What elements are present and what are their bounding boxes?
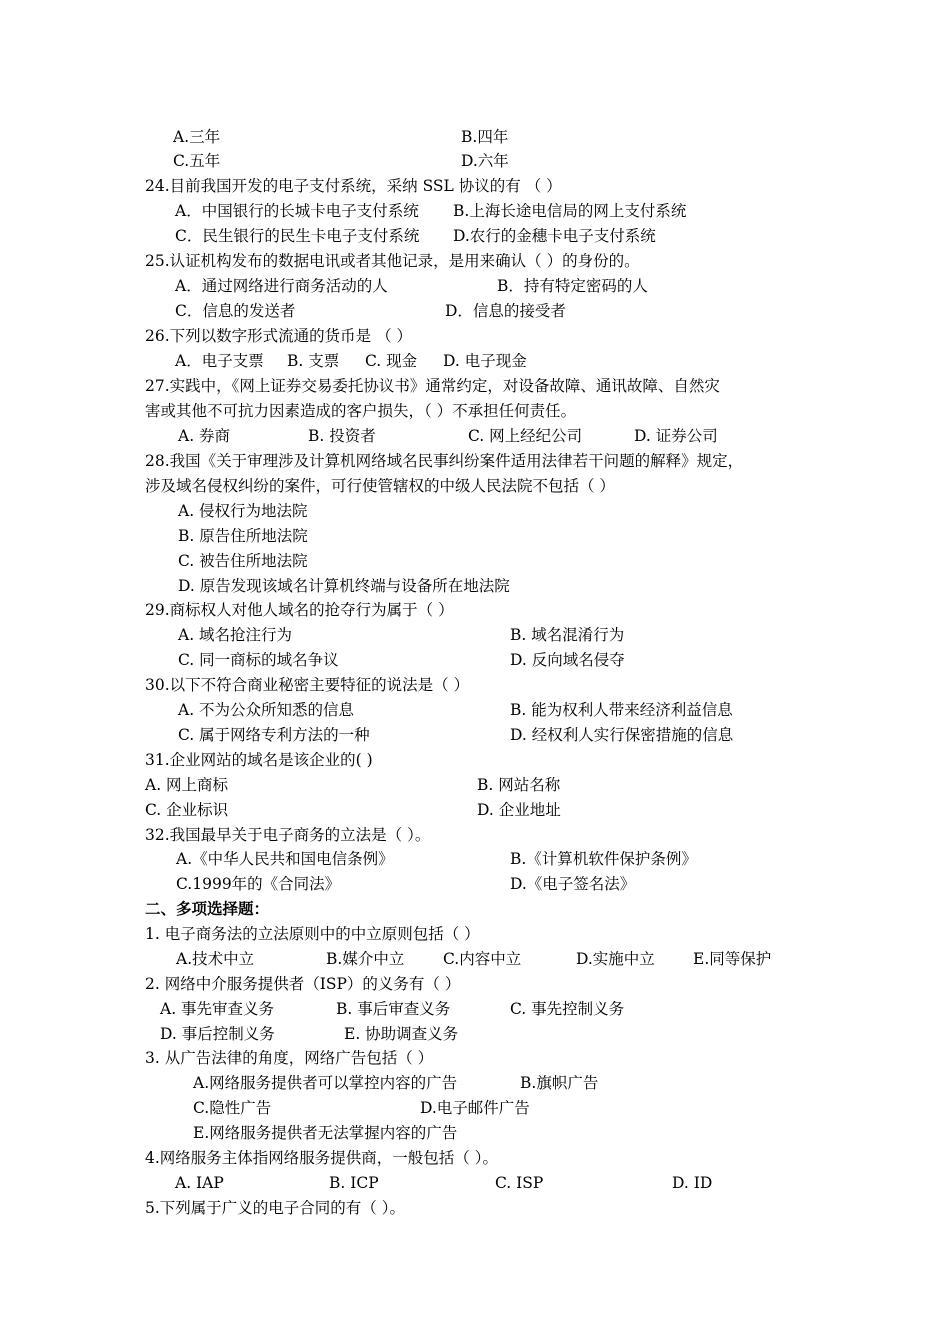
text-line-21-1: D. 反向域名侵夺 [510,651,625,669]
text-line-33-4: E.同等保护 [693,950,772,968]
text-line-12-2: C. 网上经纪公司 [468,427,583,445]
text-line-8-0: 26.下列以数字形式流通的货币是 （ ） [145,327,413,345]
text-line-0-1: B.四年 [461,128,509,146]
text-line-41-0: 4.网络服务主体指网络服务提供商，一般包括（ ）。 [145,1149,498,1167]
text-line-33-2: C.内容中立 [443,950,522,968]
text-line-35-0: A. 事先审查义务 [160,1000,275,1018]
text-line-29-0: A.《中华人民共和国电信条例》 [176,850,394,868]
text-line-14-0: 涉及域名侵权纠纷的案件，可行使管辖权的中级人民法院不包括（ ） [145,477,615,495]
text-line-30-0: C.1999年的《合同法》 [176,875,341,893]
text-line-0-0: A.三年 [173,128,221,146]
text-line-5-0: 25.认证机构发布的数据电讯或者其他记录，是用来确认（ ）的身份的。 [145,252,640,270]
text-line-15-0: A. 侵权行为地法院 [178,502,308,520]
text-line-43-0: 5.下列属于广义的电子合同的有（ ）。 [145,1199,405,1217]
text-line-38-1: B.旗帜广告 [520,1074,599,1092]
text-line-21-0: C. 同一商标的域名争议 [178,651,339,669]
text-line-19-0: 29.商标权人对他人域名的抢夺行为属于（ ） [145,601,454,619]
text-line-30-1: D.《电子签名法》 [510,875,636,893]
text-line-20-1: B. 域名混淆行为 [510,626,625,644]
text-line-35-2: C. 事先控制义务 [510,1000,625,1018]
text-line-26-1: B. 网站名称 [477,776,561,794]
text-line-32-0: 1. 电子商务法的立法原则中的中立原则包括（ ） [145,925,480,943]
text-line-28-0: 32.我国最早关于电子商务的立法是（ ）。 [145,826,431,844]
text-line-1-1: D.六年 [461,152,509,170]
text-line-18-0: D. 原告发现该域名计算机终端与设备所在地法院 [178,577,510,595]
text-line-42-2: C. ISP [495,1174,544,1192]
text-line-16-0: B. 原告住所地法院 [178,527,308,545]
text-line-38-0: A.网络服务提供者可以掌控内容的广告 [193,1074,458,1092]
text-line-2-0: 24.目前我国开发的电子支付系统，采纳 SSL 协议的有 （ ） [145,177,562,195]
text-line-22-0: 30.以下不符合商业秘密主要特征的说法是（ ） [145,676,470,694]
text-line-42-1: B. ICP [329,1174,379,1192]
text-line-35-1: B. 事后审查义务 [336,1000,451,1018]
text-line-39-0: C.隐性广告 [193,1099,272,1117]
text-line-36-1: E. 协助调查义务 [344,1025,459,1043]
text-line-26-0: A. 网上商标 [145,776,229,794]
text-line-6-1: B．持有特定密码的人 [497,277,648,295]
text-line-37-0: 3. 从广告法律的角度，网络广告包括（ ） [145,1049,434,1067]
text-line-27-0: C. 企业标识 [145,801,229,819]
text-line-12-3: D. 证券公司 [634,427,718,445]
text-line-1-0: C.五年 [173,152,221,170]
text-line-12-1: B. 投资者 [308,427,376,445]
text-line-7-0: C．信息的发送者 [175,302,296,320]
text-line-20-0: A. 域名抢注行为 [178,626,293,644]
text-line-42-3: D. ID [672,1174,713,1192]
text-line-33-1: B.媒介中立 [326,950,405,968]
text-line-36-0: D. 事后控制义务 [160,1025,275,1043]
text-line-10-0: 27.实践中，《网上证券交易委托协议书》通常约定，对设备故障、通讯故障、自然灾 [145,377,720,395]
text-line-29-1: B.《计算机软件保护条例》 [510,850,697,868]
text-line-34-0: 2. 网络中介服务提供者（ISP）的义务有（ ） [145,975,461,993]
text-line-3-0: A．中国银行的长城卡电子支付系统 [175,202,419,220]
text-line-27-1: D. 企业地址 [477,801,561,819]
text-line-24-0: C. 属于网络专利方法的一种 [178,726,370,744]
text-line-4-1: D.农行的金穗卡电子支付系统 [453,227,656,245]
text-line-9-0: A．电子支票 [175,352,264,370]
text-line-9-3: D. 电子现金 [443,352,527,370]
text-line-9-1: B. 支票 [287,352,340,370]
text-line-24-1: D. 经权利人实行保密措施的信息 [510,726,734,744]
text-line-25-0: 31.企业网站的域名是该企业的( ) [145,751,373,769]
text-line-17-0: C. 被告住所地法院 [178,552,308,570]
text-line-13-0: 28.我国《关于审理涉及计算机网络域名民事纠纷案件适用法律若干问题的解释》规定， [145,452,744,470]
text-line-39-1: D.电子邮件广告 [420,1099,530,1117]
text-line-23-1: B. 能为权利人带来经济利益信息 [510,701,733,719]
text-line-31-0: 二、多项选择题： [145,899,270,918]
text-line-7-1: D．信息的接受者 [445,302,566,320]
text-line-11-0: 害或其他不可抗力因素造成的客户损失，（ ）不承担任何责任。 [145,402,577,420]
text-line-9-2: C. 现金 [365,352,418,370]
text-line-40-0: E.网络服务提供者无法掌握内容的广告 [193,1124,458,1142]
text-line-33-3: D.实施中立 [576,950,655,968]
text-line-3-1: B.上海长途电信局的网上支付系统 [453,202,687,220]
text-line-6-0: A．通过网络进行商务活动的人 [175,277,388,295]
text-line-23-0: A. 不为公众所知悉的信息 [178,701,355,719]
text-line-4-0: C．民生银行的民生卡电子支付系统 [175,227,420,245]
text-line-42-0: A. IAP [175,1174,224,1192]
text-line-12-0: A. 券商 [178,427,231,445]
text-line-33-0: A.技术中立 [176,950,255,968]
